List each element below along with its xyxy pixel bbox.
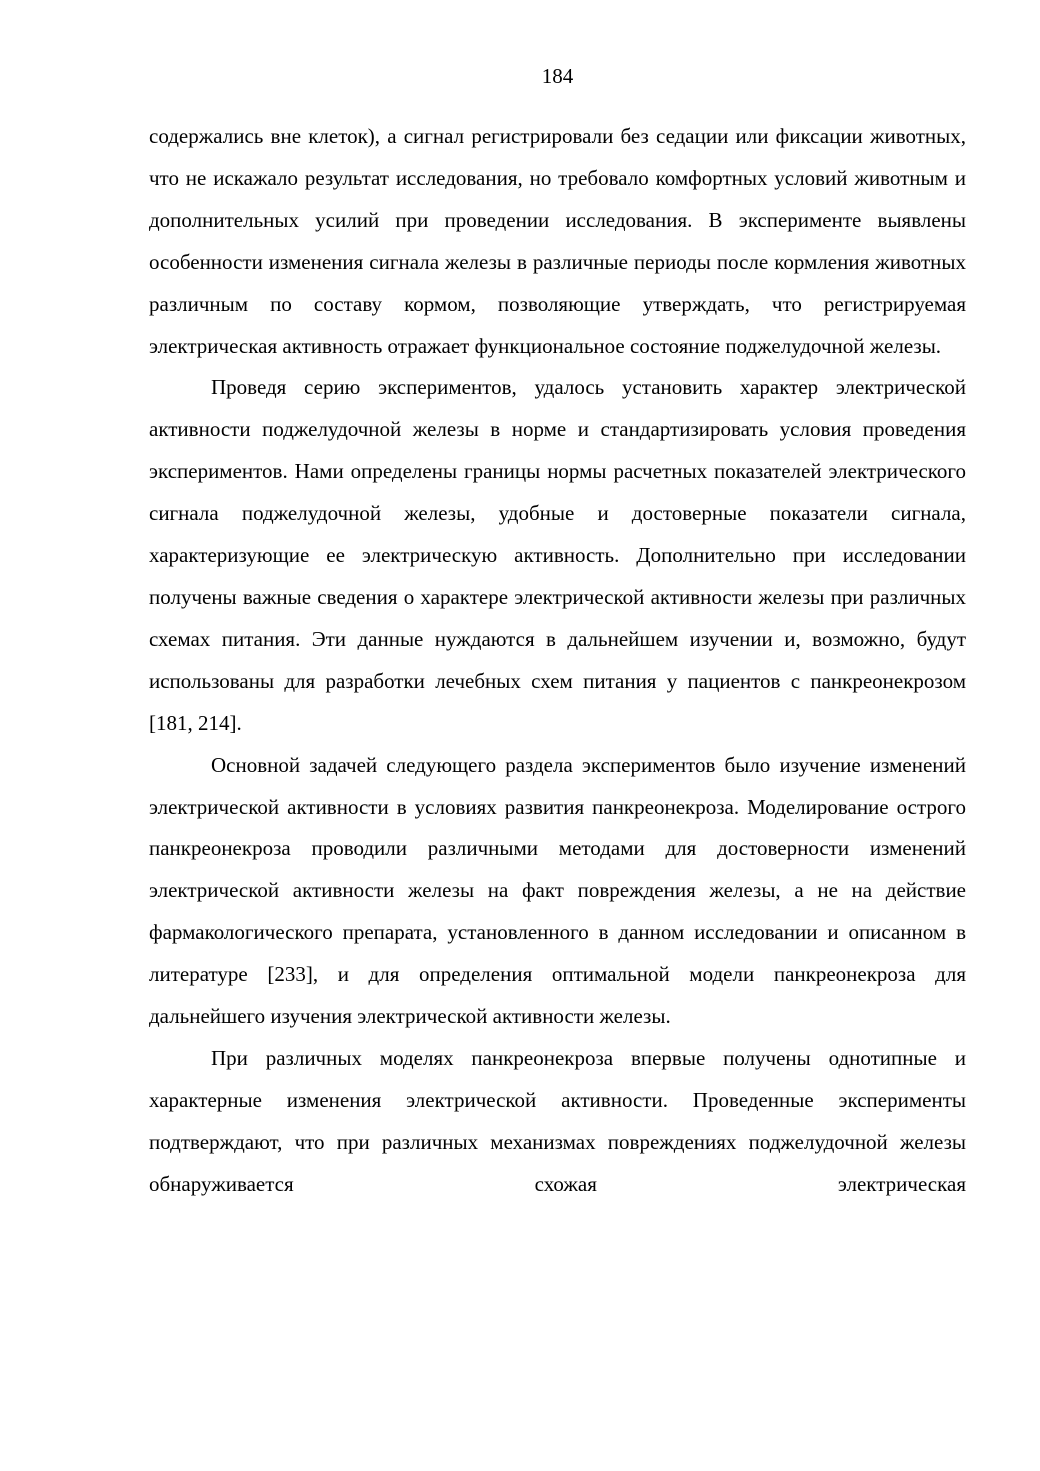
paragraph: Основной задачей следующего раздела экспериментов было изучение изменений электрической активности в условиях развития панкреонекроза. Моделирование острого панкреонекроза проводили различными методами для достоверности изменений электрической активности железы на факт повреждения железы, а не на действие фармакологического препарата, установленного в данном исследовании и описанном в литературе [233], и для определения оптимальной модели панкреонекроза для дальнейшего изучения электрической активности железы.: [149, 752, 966, 1029]
paragraph-continues: При различных моделях панкреонекроза впервые получены однотипные и характерные изменения электрической активности. Проведенные эксперименты подтверждают, что при различных механизмах повреждениях поджелудочной железы обнаруживается схожая электрическая: [149, 1045, 966, 1196]
document-body: [149, 116, 966, 1206]
paragraph-continued: содержались вне клеток), а сигнал регистрировали без седации или фиксации животных, что не искажало результат исследования, но требовало комфортных условий животным и дополнительных усилий при проведении исследования. В эксперименте выявлены особенности изменения сигнала железы в различные периоды после кормления животных различным по составу кормом, позволяющие утверждать, что регистрируемая электрическая активность отражает функциональное состояние поджелудочной железы.: [149, 124, 966, 358]
paragraph: Проведя серию экспериментов, удалось установить характер электрической активности поджелудочной железы в норме и стандартизировать условия проведения экспериментов. Нами определены границы нормы расчетных показателей электрического сигнала поджелудочной железы, удобные и достоверные показатели сигнала, характеризующие ее электрическую активность. Дополнительно при исследовании получены важные сведения о характере электрической активности железы при различных схемах питания. Эти данные нуждаются в дальнейшем изучении и, возможно, будут использованы для разработки лечебных схем питания у пациентов с панкреонекрозом [181, 214].: [149, 375, 966, 735]
page-number: 184: [541, 64, 574, 88]
